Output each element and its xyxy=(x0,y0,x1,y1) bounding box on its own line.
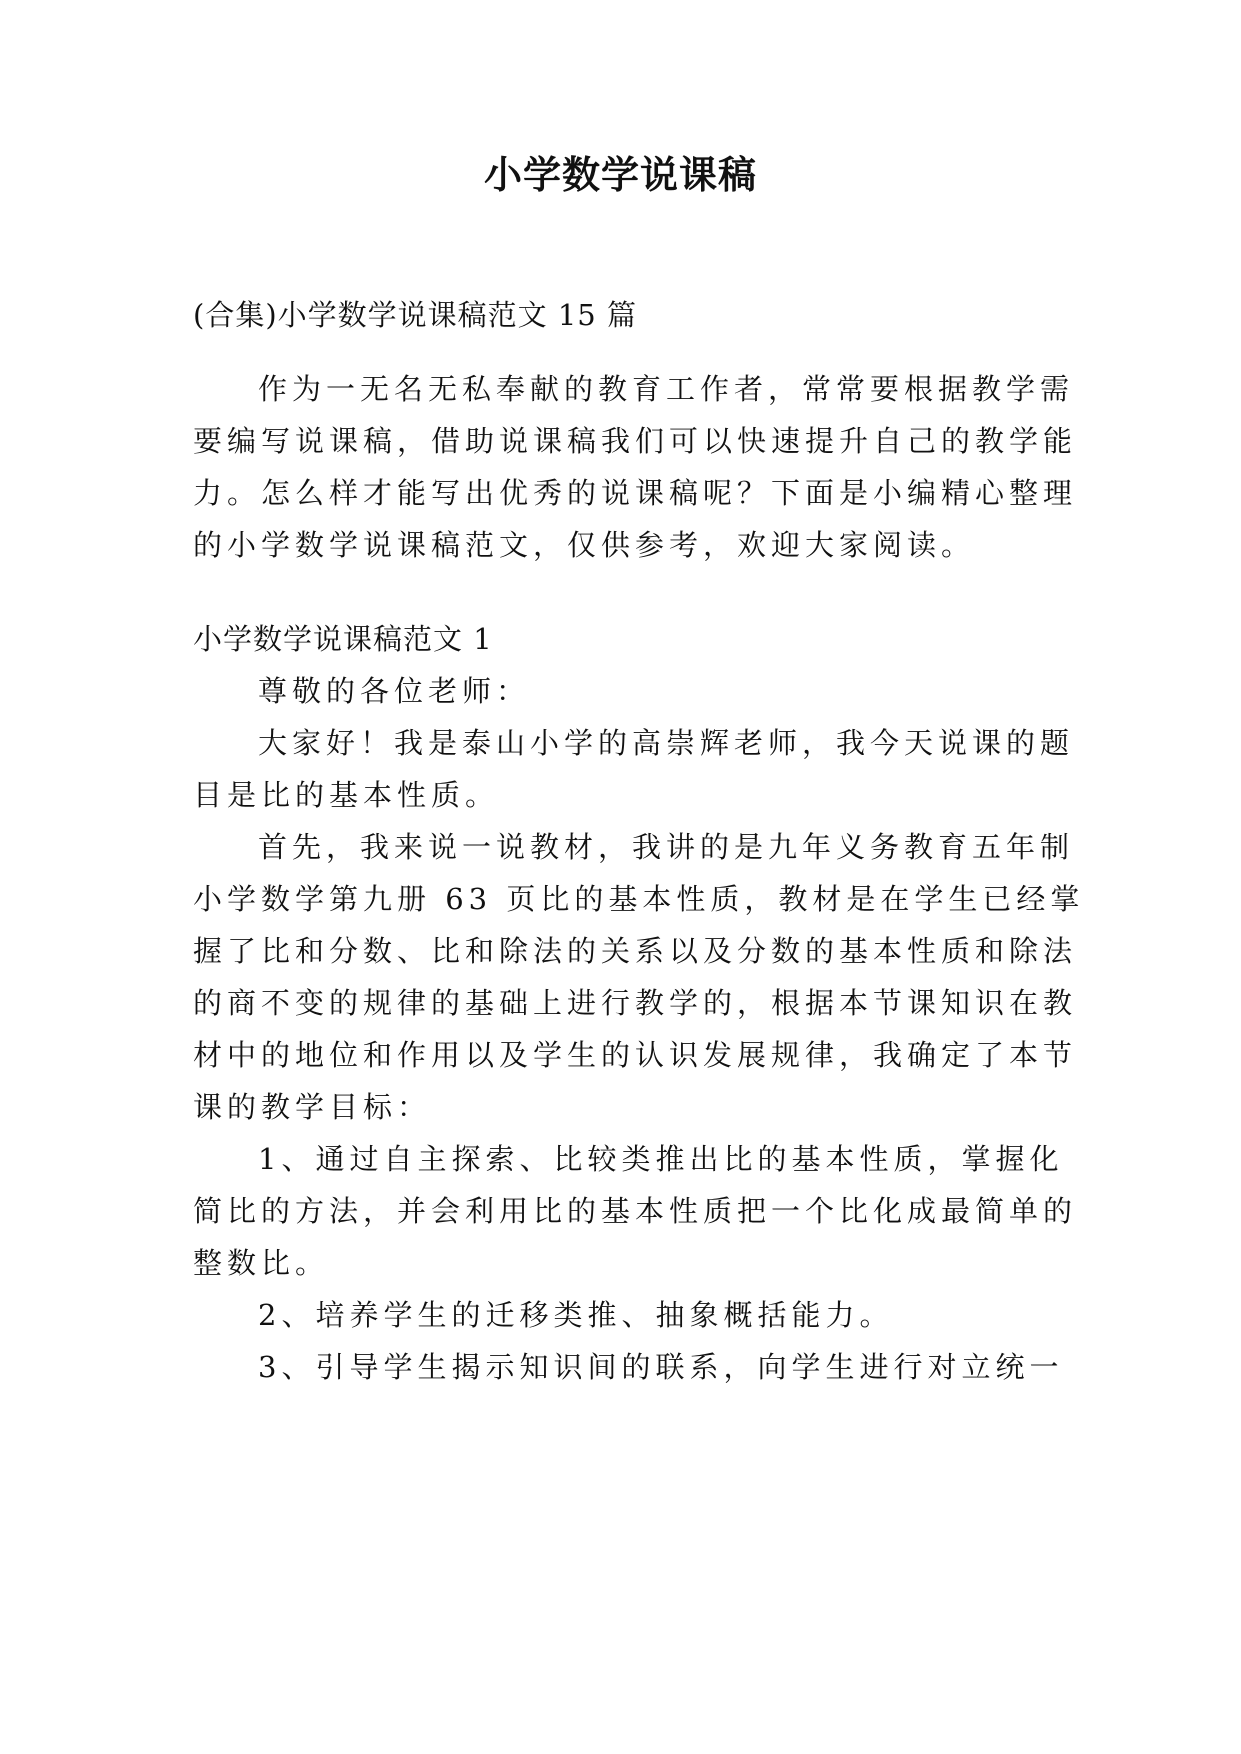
body-line: 目是比的基本性质。 xyxy=(193,778,500,812)
body-line: 小学数学第九册 63 页比的基本性质，教材是在学生已经掌 xyxy=(193,882,1085,916)
body-line: 握了比和分数、比和除法的关系以及分数的基本性质和除法 xyxy=(193,934,1078,968)
body-line: 材中的地位和作用以及学生的认识发展规律，我确定了本节 xyxy=(193,1038,1078,1072)
body-line: 的商不变的规律的基础上进行教学的，根据本节课知识在教 xyxy=(193,986,1078,1020)
intro-line: 作为一无名无私奉献的教育工作者，常常要根据教学需 xyxy=(258,372,1075,406)
document-subtitle: (合集)小学数学说课稿范文 15 篇 xyxy=(193,298,637,332)
intro-line: 要编写说课稿，借助说课稿我们可以快速提升自己的教学能 xyxy=(193,424,1078,458)
body-line: 首先，我来说一说教材，我讲的是九年义务教育五年制 xyxy=(258,830,1075,864)
intro-line: 力。怎么样才能写出优秀的说课稿呢？下面是小编精心整理 xyxy=(193,476,1078,510)
body-line: 3、引导学生揭示知识间的联系，向学生进行对立统一 xyxy=(258,1350,1064,1384)
section-title: 小学数学说课稿范文 1 xyxy=(193,622,493,656)
document-title: 小学数学说课稿 xyxy=(483,152,757,197)
body-line: 大家好！我是泰山小学的高崇辉老师，我今天说课的题 xyxy=(258,726,1075,760)
body-line: 课的教学目标： xyxy=(193,1090,432,1124)
body-line: 整数比。 xyxy=(193,1246,330,1280)
body-line: 2、培养学生的迁移类推、抽象概括能力。 xyxy=(258,1298,894,1332)
intro-line: 的小学数学说课稿范文，仅供参考，欢迎大家阅读。 xyxy=(193,528,976,562)
greeting-line: 尊敬的各位老师： xyxy=(258,674,531,708)
body-line: 1、通过自主探索、比较类推出比的基本性质，掌握化 xyxy=(258,1142,1064,1176)
body-line: 简比的方法，并会利用比的基本性质把一个比化成最简单的 xyxy=(193,1194,1078,1228)
